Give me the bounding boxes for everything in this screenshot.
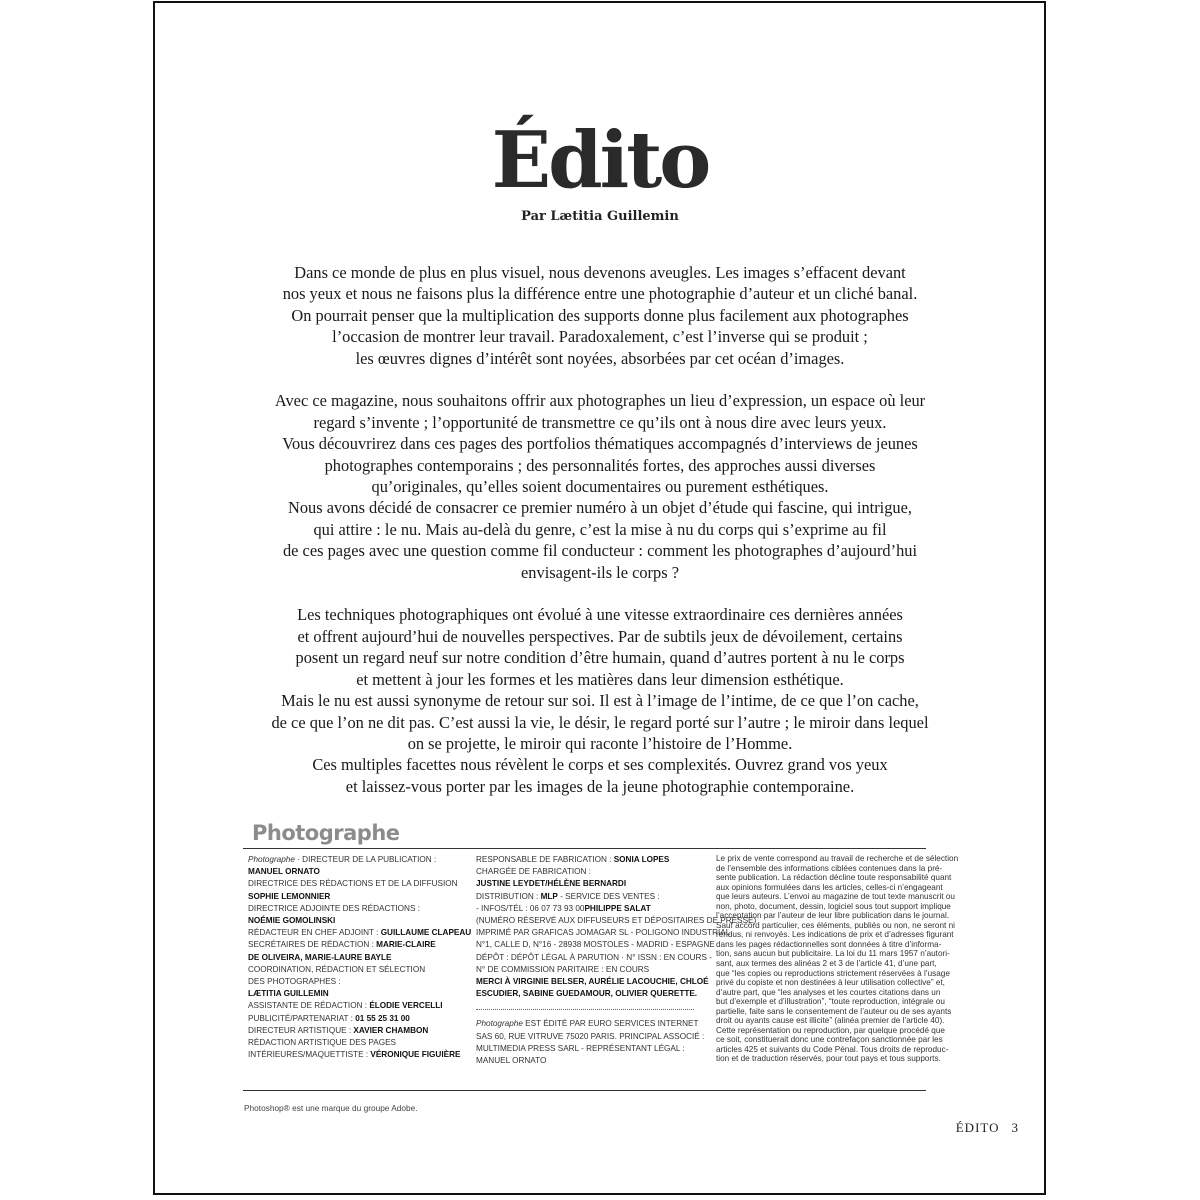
masthead-role: PUBLICITÉ/PARTENARIAT : — [248, 1013, 356, 1023]
masthead-role: EST ÉDITÉ PAR EURO SERVICES INTERNET — [522, 1019, 699, 1029]
masthead-line — [476, 866, 696, 878]
masthead-line — [248, 1000, 463, 1012]
masthead-name: 01 55 25 31 00 — [355, 1013, 410, 1023]
masthead-logo: Photographe — [252, 821, 400, 845]
masthead-line — [476, 915, 757, 927]
masthead-name: DE OLIVEIRA, MARIE-LAURE BAYLE — [248, 952, 392, 962]
legal-line: sant, aux termes des alinéas 2 et 3 de l’article 41, d’une part, — [716, 959, 937, 969]
masthead-line — [248, 1025, 463, 1037]
masthead-name: GUILLAUME CLAPEAU — [380, 928, 472, 938]
legal-line: sente publication. La rédaction décline toute responsabilité quant — [716, 873, 952, 883]
column-divider — [476, 1009, 694, 1010]
masthead-role: MULTIMEDIA PRESS SARL - REPRÉSENTANT LÉGAL : — [476, 1043, 685, 1053]
masthead-line — [248, 939, 463, 951]
masthead-role: SAS 60, RUE VITRUVE 75020 PARIS. PRINCIPAL ASSOCIÉ : — [476, 1031, 705, 1041]
folio-section: ÉDITO — [955, 1120, 1000, 1135]
paragraph-line: et offrent aujourd’hui de nouvelles perspectives. Par de subtils jeux de dévoilement, certains — [297, 626, 903, 646]
editorial-paragraph — [200, 604, 1000, 797]
masthead-column-production — [476, 854, 757, 1067]
masthead-line — [476, 854, 696, 866]
masthead-line — [476, 1018, 699, 1030]
legal-line: de l’ensemble des informations ciblées contenues dans la pré- — [716, 863, 943, 873]
editorial-body — [200, 262, 1000, 819]
masthead-line — [248, 866, 463, 878]
legal-line: Le prix de vente correspond au travail de recherche et de sélection — [716, 854, 959, 863]
masthead-line — [248, 952, 463, 964]
paragraph-line: regard s’invente ; l’opportunité de transmettre ce qu’ils ont à nous dire avec leurs yeux. — [313, 412, 887, 432]
trademark-notice: Photoshop® est une marque du groupe Adobe. — [244, 1103, 418, 1113]
legal-line: rendus, ni renvoyés. Les indications de prix et d’adresses figurant — [716, 930, 954, 940]
paragraph-line: nos yeux et nous ne faisons plus la différence entre une photographie d’auteur et un cliché banal. — [282, 284, 918, 304]
masthead-role: INTÉRIEURES/MAQUETTISTE : — [248, 1050, 371, 1060]
legal-line: Sauf accord particulier, ces éléments, publiés ou non, ne seront ni — [716, 920, 955, 930]
paragraph-line: et mettent à jour les formes et les matières dans leur dimension esthétique. — [356, 669, 844, 689]
masthead-role: DIRECTEUR ARTISTIQUE : — [248, 1025, 354, 1035]
masthead-line — [248, 976, 463, 988]
legal-line: ce soit, constituerait donc une contrefaçon sanctionnée par les — [716, 1035, 943, 1045]
masthead-role: RESPONSABLE DE FABRICATION : — [476, 855, 614, 864]
paragraph-line: Avec ce magazine, nous souhaitons offrir aux photographes un lieu d’expression, un espace où leur — [274, 391, 926, 411]
masthead-bottom-rule — [243, 1090, 926, 1091]
editorial-paragraph — [200, 262, 1000, 369]
masthead-name: MARIE-CLAIRE — [376, 940, 436, 950]
masthead-line — [476, 903, 696, 915]
masthead-role: N° DE COMMISSION PARITAIRE : EN COURS — [476, 964, 650, 974]
masthead-line — [248, 1049, 463, 1061]
masthead-role: Photographe — [476, 1019, 523, 1029]
masthead-name: NOÉMIE GOMOLINSKI — [248, 916, 336, 926]
masthead-role: Photographe — [248, 855, 295, 864]
legal-line: d’autre part, que “les analyses et les courtes citations dans un — [716, 987, 941, 997]
paragraph-line: Ces multiples facettes nous révèlent le corps et ses complexités. Ouvrez grand vos yeux — [312, 755, 888, 775]
masthead-role: - INFOS/TÉL : 06 07 73 93 00 — [476, 903, 585, 913]
masthead-line — [476, 952, 712, 964]
masthead-line — [476, 878, 696, 890]
page-title: Édito — [491, 115, 709, 206]
legal-line: non, photo, document, dessin, logiciel sous tout support implique — [716, 901, 951, 911]
paragraph-line: qu’originales, qu’elles soient documentaires ou purement esthétiques. — [371, 477, 829, 497]
masthead-line — [476, 976, 709, 988]
paragraph-line: Nous avons décidé de consacrer ce premier numéro à un objet d’étude qui fascine, qui intrigue, — [288, 498, 912, 518]
legal-line: but d’exemple et d’illustration”, “toute reproduction, intégrale ou — [716, 997, 945, 1007]
masthead-line — [476, 1031, 705, 1043]
paragraph-line: on se projette, le miroir qui raconte l’histoire de l’Homme. — [407, 733, 793, 753]
masthead-role: - SERVICE DES VENTES : — [557, 891, 660, 901]
masthead-line — [476, 964, 696, 976]
folio-page-number: 3 — [1011, 1120, 1019, 1135]
legal-line: tion, sans aucun but publicitaire. La loi du 11 mars 1957 n’autori- — [716, 949, 950, 959]
masthead-line — [248, 927, 472, 939]
masthead-line — [248, 964, 463, 976]
masthead-line — [476, 1043, 696, 1055]
legal-line: dans les pages rédactionnelles sont données à titre d’informa- — [716, 939, 942, 949]
paragraph-line: qui attire : le nu. Mais au-delà du genre, c’est la mise à nu du corps qui s’exprime au fil — [313, 519, 887, 539]
masthead-role: ASSISTANTE DE RÉDACTION : — [248, 1001, 370, 1011]
legal-line: que “les copies ou reproductions strictement réservées à l’usage — [716, 968, 950, 978]
legal-line: partielle, faite sans le consentement de l’auteur ou de ses ayants — [716, 1006, 952, 1016]
masthead-line — [248, 878, 463, 890]
masthead-column-staff — [248, 854, 472, 1061]
legal-line: articles 425 et suivants du Code Pénal. Tous droits de reproduc- — [716, 1044, 949, 1054]
masthead-role: RÉDACTEUR EN CHEF ADJOINT : — [248, 928, 381, 938]
paragraph-line: de ces pages avec une question comme fil conducteur : comment les photographes d’aujourd’hui — [282, 541, 918, 561]
masthead-name: SOPHIE LEMONNIER — [248, 891, 331, 901]
masthead-line — [476, 988, 696, 1000]
masthead-line — [248, 891, 463, 903]
legal-line: droit ou ayants cause est illicite” (alinéa premier de l’article 40). — [716, 1016, 945, 1026]
masthead-line — [476, 939, 715, 951]
masthead-line — [476, 927, 731, 939]
masthead-role: IMPRIMÉ PAR GRAFICAS JOMAGAR SL - POLIGONO INDUSTRIAL — [476, 928, 731, 938]
masthead-name: LÆTITIA GUILLEMIN — [248, 989, 329, 999]
masthead-name: ÉLODIE VERCELLI — [369, 1001, 443, 1011]
masthead-role: N°1, CALLE D, N°16 - 28938 MOSTOLES - MADRID - ESPAGNE — [476, 940, 715, 950]
masthead-top-rule — [243, 848, 926, 849]
masthead-line — [476, 1055, 696, 1067]
paragraph-line: envisagent-ils le corps ? — [521, 562, 679, 582]
masthead-role: (NUMÉRO RÉSERVÉ AUX DIFFUSEURS ET DÉPOSITAIRES DE PRESSE) — [476, 916, 757, 926]
masthead-name: MERCI À VIRGINIE BELSER, AURÉLIE LACOUCHIE, CHLOÉ — [476, 977, 709, 987]
masthead-role: DÉPÔT : DÉPÔT LÉGAL À PARUTION · N° ISSN : EN COURS - — [476, 952, 712, 962]
page-folio — [956, 1120, 1019, 1136]
masthead-name: JUSTINE LEYDET/HÉLÈNE BERNARDI — [476, 879, 627, 889]
legal-line: tion et de traduction réservés, pour tout pays et tous supports. — [716, 1054, 941, 1064]
masthead-role: COORDINATION, RÉDACTION ET SÉLECTION — [248, 964, 426, 974]
masthead-name: PHILIPPE SALAT — [584, 903, 651, 913]
legal-line: aux opinions formulées dans les articles, celles-ci n’engageant — [716, 882, 943, 892]
paragraph-line: de ce que l’on ne dit pas. C’est aussi la vie, le désir, le regard porté sur l’autre ; le miroir dans lequel — [271, 712, 929, 732]
masthead-role: DES PHOTOGRAPHES : — [248, 977, 341, 987]
paragraph-line: les œuvres dignes d’intérêt sont noyées, absorbées par cet océan d’images. — [355, 348, 845, 368]
paragraph-line: et laissez-vous porter par les images de la jeune photographie contemporaine. — [345, 776, 855, 796]
paragraph-line: l’occasion de montrer leur travail. Paradoxalement, c’est l’inverse qui se produit ; — [332, 327, 868, 347]
paragraph-line: Les techniques photographiques ont évolué à une vitesse extraordinaire ces dernières années — [297, 605, 903, 625]
paragraph-line: photographes contemporains ; des personnalités fortes, des approches aussi diverses — [324, 455, 876, 475]
masthead-name: ESCUDIER, SABINE GUEDAMOUR, OLIVIER QUERETTE. — [476, 989, 698, 999]
masthead-name: MLP — [540, 891, 558, 901]
masthead-line — [248, 903, 463, 915]
paragraph-line: posent un regard neuf sur notre condition d’être humain, quand d’autres portent à nu le corps — [295, 648, 905, 668]
paragraph-line: On pourrait penser que la multiplication des supports donne plus facilement aux photographes — [291, 305, 909, 325]
masthead-role: DIRECTRICE ADJOINTE DES RÉDACTIONS : — [248, 903, 420, 913]
paragraph-line: Dans ce monde de plus en plus visuel, nous devenons aveugles. Les images s’effacent devant — [294, 263, 906, 282]
masthead-line — [248, 1013, 463, 1025]
legal-line: l’acceptation par l’auteur de leur libre publication dans le journal. — [716, 911, 950, 921]
byline: Par Lætitia Guillemin — [521, 209, 679, 224]
masthead-role: · DIRECTEUR DE LA PUBLICATION : — [294, 855, 437, 864]
legal-line: Cette représentation ou reproduction, par quelque procédé que — [716, 1025, 945, 1035]
editorial-paragraph — [200, 390, 1000, 583]
masthead-name: XAVIER CHAMBON — [353, 1025, 429, 1035]
paragraph-line: Vous découvrirez dans ces pages des portfolios thématiques accompagnés d’interviews de jeunes — [282, 434, 918, 454]
masthead-name: VÉRONIQUE FIGUIÈRE — [370, 1050, 461, 1060]
masthead-column-legal — [716, 854, 959, 1064]
masthead-role: MANUEL ORNATO — [476, 1056, 547, 1066]
legal-line: privé du copiste et non destinées à leur utilisation collective” et, — [716, 978, 945, 988]
masthead-role: SECRÉTAIRES DE RÉDACTION : — [248, 940, 377, 950]
masthead-role: DISTRIBUTION : — [476, 891, 541, 901]
masthead-role: RÉDACTION ARTISTIQUE DES PAGES — [248, 1038, 397, 1048]
masthead-line — [248, 988, 463, 1000]
masthead-line — [476, 891, 696, 903]
legal-line: que leurs auteurs. L’envoi au magazine de tout texte manuscrit ou — [716, 892, 955, 902]
masthead-line — [248, 854, 463, 866]
masthead-line — [248, 915, 463, 927]
masthead-role: CHARGÉE DE FABRICATION : — [476, 867, 591, 877]
paragraph-line: Mais le nu est aussi synonyme de retour sur soi. Il est à l’image de l’intime, de ce que l’on cache, — [281, 691, 919, 711]
masthead-role: DIRECTRICE DES RÉDACTIONS ET DE LA DIFFUSION — [248, 879, 458, 889]
masthead-name: SONIA LOPES — [613, 855, 670, 864]
masthead-line — [248, 1037, 463, 1049]
masthead-name: MANUEL ORNATO — [248, 867, 320, 877]
